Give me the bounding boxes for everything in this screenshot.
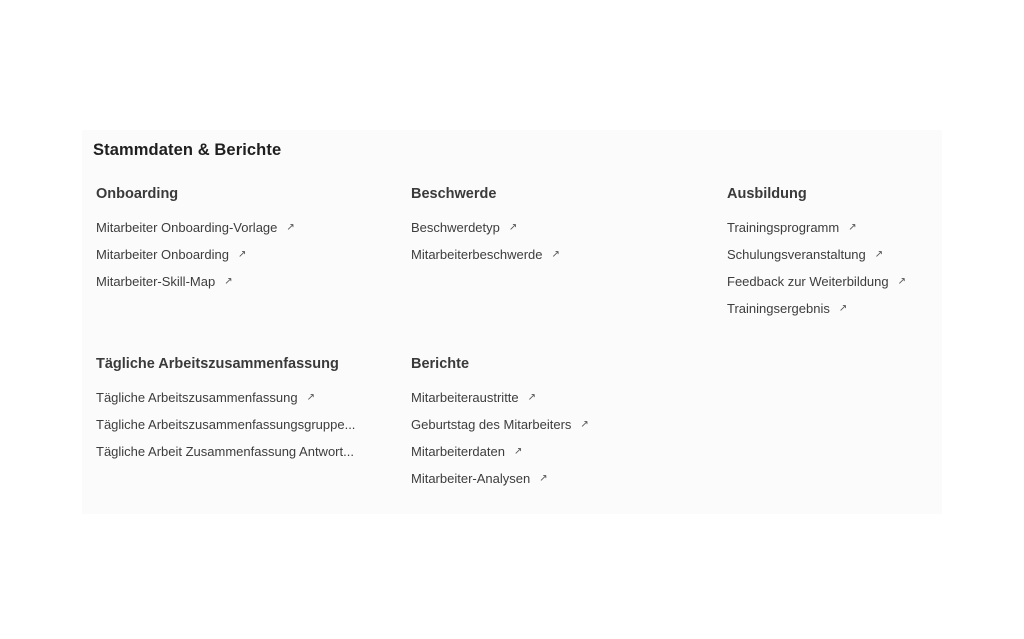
link-item[interactable] bbox=[411, 246, 711, 273]
link-label[interactable]: Mitarbeiterbeschwerde bbox=[411, 247, 543, 262]
link-label[interactable]: Mitarbeiter-Analysen bbox=[411, 471, 531, 486]
arrow-up-right-icon: ↗ bbox=[224, 276, 233, 287]
arrow-up-right-icon: ↗ bbox=[897, 276, 907, 287]
link-list bbox=[411, 219, 711, 273]
card-title: Ausbildung bbox=[727, 186, 807, 202]
link-item[interactable] bbox=[96, 219, 396, 246]
card-berichte bbox=[411, 355, 711, 497]
arrow-up-right-icon: ↗ bbox=[551, 249, 560, 260]
card-ausbildung bbox=[727, 185, 937, 327]
link-item[interactable] bbox=[96, 416, 396, 443]
link-item[interactable] bbox=[727, 273, 937, 300]
card-onboarding bbox=[96, 185, 396, 300]
link-item[interactable] bbox=[411, 470, 711, 497]
link-item[interactable] bbox=[727, 300, 937, 327]
card-daily-work-summary bbox=[96, 355, 396, 470]
arrow-up-right-icon: ↗ bbox=[508, 222, 518, 233]
link-item[interactable] bbox=[411, 443, 711, 470]
link-label[interactable]: Geburtstag des Mitarbeiters bbox=[411, 417, 572, 432]
card-title: Tägliche Arbeitszusammenfassung bbox=[96, 356, 339, 372]
link-item[interactable] bbox=[411, 416, 711, 443]
link-item[interactable] bbox=[411, 219, 711, 246]
card-title: Onboarding bbox=[96, 186, 179, 202]
link-label[interactable]: Tägliche Arbeitszusammenfassungsgruppe... bbox=[96, 417, 356, 432]
arrow-up-right-icon: ↗ bbox=[306, 392, 315, 403]
arrow-up-right-icon: ↗ bbox=[874, 249, 884, 260]
arrow-up-right-icon: ↗ bbox=[237, 249, 247, 260]
link-label[interactable]: Schulungsveranstaltung bbox=[727, 247, 866, 262]
link-item[interactable] bbox=[411, 389, 711, 416]
link-label[interactable]: Tägliche Arbeitszusammenfassung bbox=[96, 390, 298, 405]
link-item[interactable] bbox=[96, 443, 396, 470]
link-label[interactable]: Beschwerdetyp bbox=[411, 220, 500, 235]
link-label[interactable]: Trainingsergebnis bbox=[727, 301, 830, 316]
link-list bbox=[96, 219, 396, 300]
link-item[interactable] bbox=[727, 219, 937, 246]
link-list bbox=[727, 219, 937, 327]
card-title: Beschwerde bbox=[411, 186, 497, 202]
arrow-up-right-icon: ↗ bbox=[527, 392, 537, 403]
link-label[interactable]: Mitarbeiteraustritte bbox=[411, 390, 519, 405]
link-label[interactable]: Mitarbeiter Onboarding bbox=[96, 247, 229, 262]
link-label[interactable]: Mitarbeiter Onboarding-Vorlage bbox=[96, 220, 278, 235]
link-item[interactable] bbox=[96, 246, 396, 273]
arrow-up-right-icon: ↗ bbox=[848, 222, 857, 233]
link-label[interactable]: Tägliche Arbeit Zusammenfassung Antwort... bbox=[96, 444, 354, 459]
card-title: Berichte bbox=[411, 356, 470, 372]
arrow-up-right-icon: ↗ bbox=[513, 446, 523, 457]
link-label[interactable]: Mitarbeiter-Skill-Map bbox=[96, 274, 216, 289]
link-list bbox=[411, 389, 711, 497]
arrow-up-right-icon: ↗ bbox=[580, 419, 589, 430]
link-item[interactable] bbox=[96, 273, 396, 300]
link-list bbox=[96, 389, 396, 470]
arrow-up-right-icon: ↗ bbox=[539, 473, 548, 484]
link-label[interactable]: Mitarbeiterdaten bbox=[411, 444, 505, 459]
card-beschwerde bbox=[411, 185, 711, 273]
arrow-up-right-icon: ↗ bbox=[838, 303, 848, 314]
link-label[interactable]: Trainingsprogramm bbox=[727, 220, 840, 235]
link-item[interactable] bbox=[727, 246, 937, 273]
link-item[interactable] bbox=[96, 389, 396, 416]
page-title: Stammdaten & Berichte bbox=[93, 141, 282, 159]
arrow-up-right-icon: ↗ bbox=[286, 222, 295, 233]
link-label[interactable]: Feedback zur Weiterbildung bbox=[727, 274, 889, 289]
